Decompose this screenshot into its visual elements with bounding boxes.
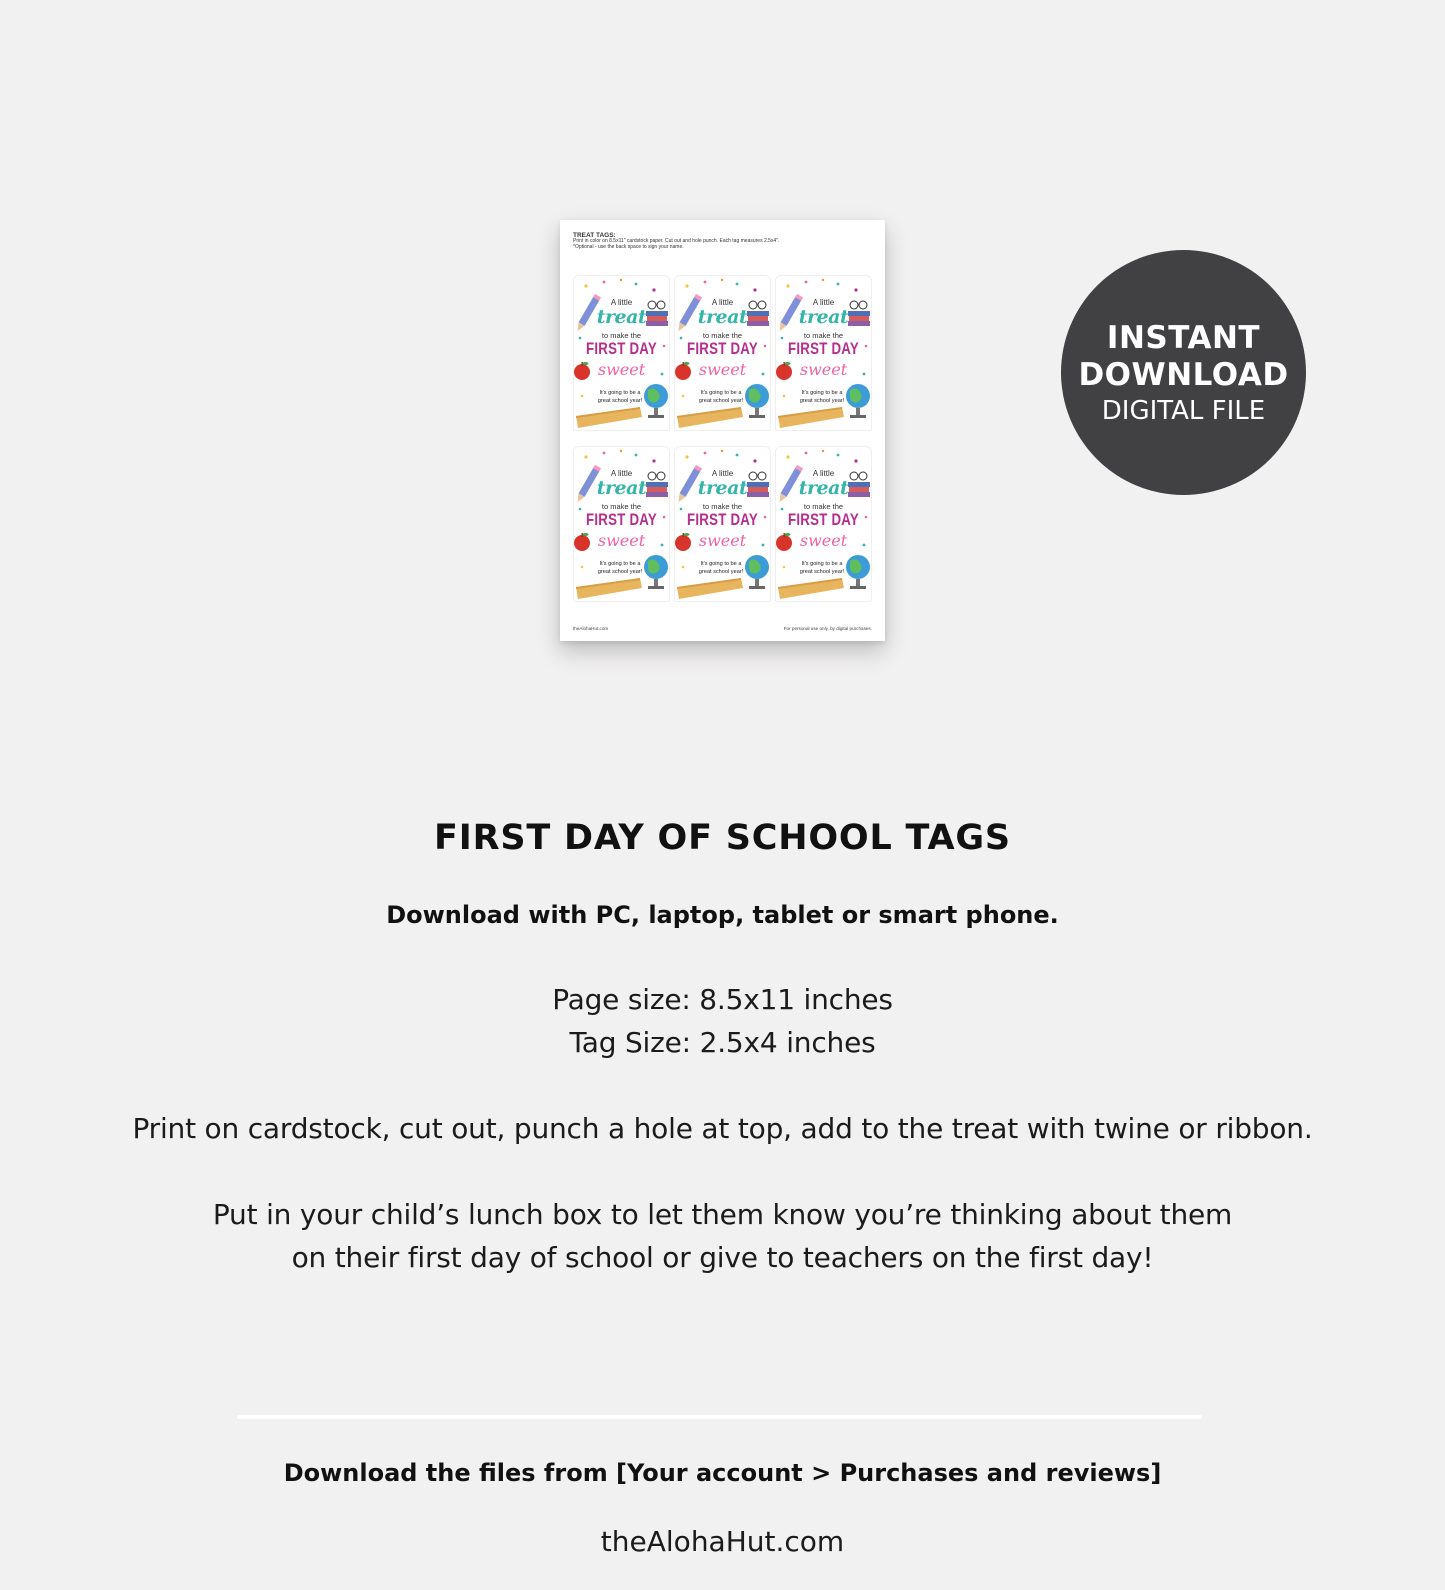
tag-text-great-year	[588, 561, 652, 576]
instant-download-badge	[1061, 250, 1306, 495]
sheet-instructions	[573, 232, 872, 251]
tag-text-great-line1: It's going to be a	[599, 390, 641, 396]
site-name: theAlohaHut.com	[600, 1525, 845, 1558]
tag-text-first-day: FIRST DAY	[788, 510, 859, 529]
instructions-text: Print on cardstock, cut out, punch a hole at top, add to the treat with twine or ribbon.	[132, 1112, 1313, 1145]
tag-text-little: A little	[812, 469, 835, 478]
tag-text-make: to make the	[601, 502, 642, 511]
tag-text-first-day: FIRST DAY	[687, 510, 758, 529]
tag-text-sweet: sweet	[698, 531, 747, 550]
tag-text-treat: treat	[798, 477, 849, 499]
treat-tag	[573, 446, 670, 602]
tag-text-great-line2: great school year!	[799, 397, 845, 404]
tag-text-great-line2: great school year!	[597, 397, 643, 404]
tag-text-first-day: FIRST DAY	[586, 510, 657, 529]
tag-text-treat: treat	[798, 306, 849, 328]
tag-text-great-line1: It's going to be a	[700, 561, 742, 567]
tag-text-great-year	[790, 390, 854, 405]
badge-line-download: DOWNLOAD	[1078, 357, 1289, 393]
tag-text-little: A little	[812, 298, 835, 307]
tag-text-treat: treat	[596, 306, 647, 328]
tag-text-great-year	[689, 390, 753, 405]
tag-text-little: A little	[610, 298, 633, 307]
tag-text-first-day: FIRST DAY	[586, 339, 657, 358]
tag-text-great-year	[588, 390, 652, 405]
tag-text-great-line2: great school year!	[698, 568, 744, 575]
tag-text-make: to make the	[601, 331, 642, 340]
tag-text-great-year	[790, 561, 854, 576]
tag-text-great-line2: great school year!	[799, 568, 845, 575]
tag-text-first-day: FIRST DAY	[788, 339, 859, 358]
tag-text-great-line1: It's going to be a	[801, 561, 843, 567]
tag-text-sweet: sweet	[799, 360, 848, 379]
product-subtitle: Download with PC, laptop, tablet or smart phone.	[386, 901, 1059, 929]
tag-text-great-line1: It's going to be a	[801, 390, 843, 396]
product-title: FIRST DAY OF SCHOOL TAGS	[434, 818, 1011, 858]
usage-text-line1: Put in your child’s lunch box to let them know you’re thinking about them	[212, 1198, 1233, 1231]
tag-text-treat: treat	[697, 306, 748, 328]
tag-text-little: A little	[711, 469, 734, 478]
tag-text-make: to make the	[702, 502, 743, 511]
sheet-header-title: TREAT TAGS:	[573, 232, 616, 239]
tag-text-little: A little	[610, 469, 633, 478]
page-size-text: Page size: 8.5x11 inches	[552, 983, 893, 1016]
tag-text-treat: treat	[697, 477, 748, 499]
tag-text-great-line1: It's going to be a	[700, 390, 742, 396]
tag-text-great-line1: It's going to be a	[599, 561, 641, 567]
usage-text-line2: on their first day of school or give to teachers on the first day!	[291, 1241, 1154, 1274]
sheet-footer-usage: For personal use only, by digital purchases.	[783, 626, 872, 631]
tag-text-first-day: FIRST DAY	[687, 339, 758, 358]
tag-text-make: to make the	[803, 502, 844, 511]
treat-tag	[573, 275, 670, 431]
sheet-footer-site: theAlohaHut.com	[573, 626, 609, 631]
treat-tag	[674, 446, 771, 602]
tag-text-make: to make the	[702, 331, 743, 340]
tag-text-sweet: sweet	[597, 360, 646, 379]
treat-tag	[775, 275, 872, 431]
sheet-header-line: *Optional - use the back space to sign your name.	[573, 244, 684, 251]
tag-text-treat: treat	[596, 477, 647, 499]
download-instructions: Download the files from [Your account > Purchases and reviews]	[283, 1459, 1162, 1487]
tag-text-sweet: sweet	[698, 360, 747, 379]
tag-text-great-line2: great school year!	[698, 397, 744, 404]
sheet-header-line: Print in color on 8.5x11" cardstock paper. Cut out and hole punch. Each tag measures 2.5x4".	[573, 238, 780, 245]
treat-tag	[674, 275, 771, 431]
tag-text-make: to make the	[803, 331, 844, 340]
treat-tag	[775, 446, 872, 602]
tag-text-sweet: sweet	[597, 531, 646, 550]
badge-line-digital-file: DIGITAL FILE	[1101, 396, 1266, 426]
tag-text-sweet: sweet	[799, 531, 848, 550]
printable-sheet-preview	[560, 220, 885, 641]
divider	[237, 1415, 1202, 1419]
badge-line-instant: INSTANT	[1106, 320, 1261, 356]
tag-text-great-year	[689, 561, 753, 576]
tag-text-great-line2: great school year!	[597, 568, 643, 575]
tag-text-little: A little	[711, 298, 734, 307]
tag-size-text: Tag Size: 2.5x4 inches	[569, 1026, 876, 1059]
